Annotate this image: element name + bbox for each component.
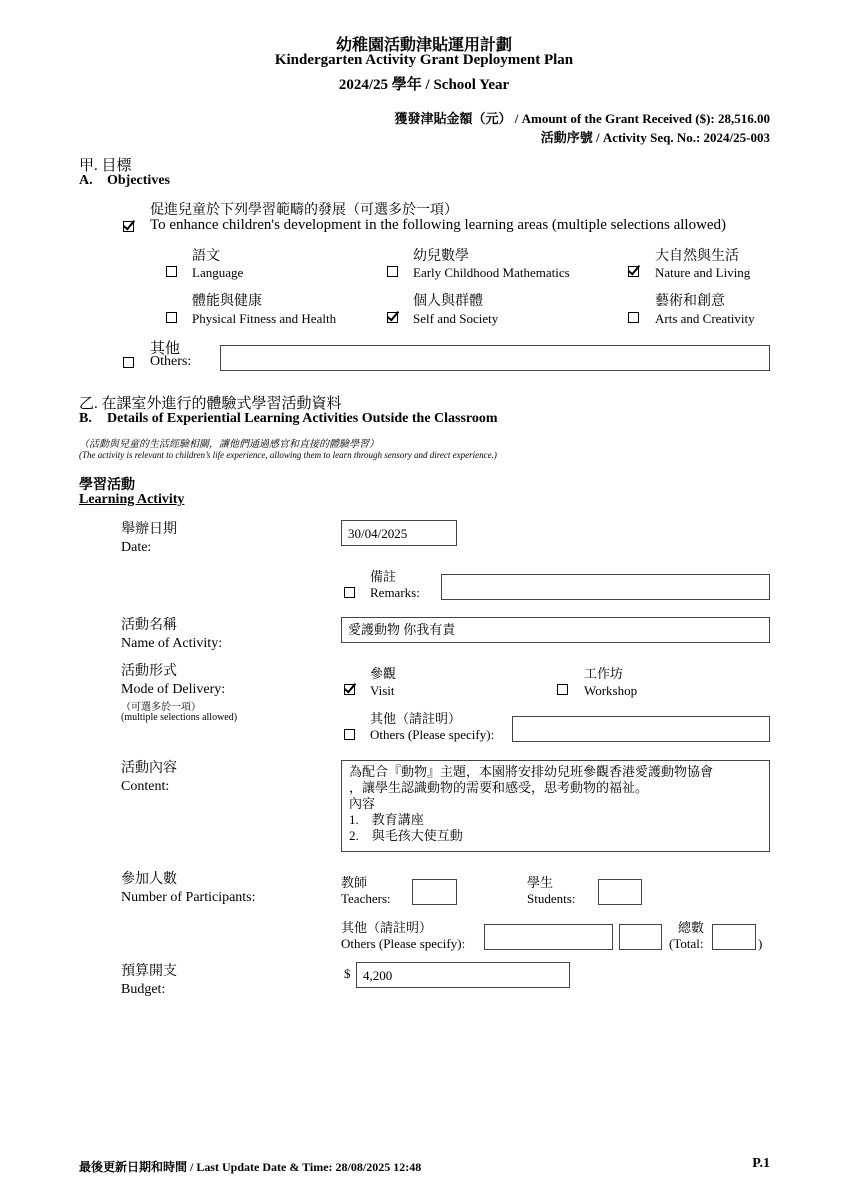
visit-zh: 參觀 (370, 666, 397, 681)
budget-label-en: Budget: (121, 982, 166, 997)
section-a-heading-zh: 甲. 目標 (79, 158, 132, 174)
section-b-note-en: (The activity is relevant to children’s life experience, allowing them to learn through sensory and direct experience.) (79, 450, 497, 460)
activity-name-input[interactable]: 愛護動物 你我有責 (341, 617, 770, 643)
mode-note-zh: （可選多於一項） (121, 702, 201, 713)
participants-label-en: Number of Participants: (121, 890, 256, 905)
area-math-checkbox[interactable] (387, 266, 398, 277)
p-others-count-input[interactable] (619, 924, 662, 950)
budget-input[interactable]: 4,200 (356, 962, 570, 988)
content-label-en: Content: (121, 779, 170, 794)
content-line: 2. 與毛孩大使互動 (349, 828, 463, 843)
area-language-zh: 語文 (192, 249, 220, 264)
title-zh: 幼稚園活動津貼運用計劃 (335, 37, 512, 54)
area-arts-zh: 藝術和創意 (655, 294, 725, 309)
mode-others-zh: 其他（請註明） (370, 711, 462, 726)
last-update: 最後更新日期和時間 / Last Update Date & Time: 28/08/2025 12:48 (79, 1160, 422, 1174)
area-nature-checkbox[interactable] (628, 266, 639, 277)
budget-label-zh: 預算開支 (121, 964, 177, 979)
mode-label-en: Mode of Delivery: (121, 682, 226, 697)
learning-activity-zh: 學習活動 (79, 478, 135, 493)
content-line: 1. 教育講座 (349, 812, 424, 827)
students-input[interactable] (598, 879, 642, 905)
area-arts-en: Arts and Creativity (655, 311, 755, 326)
content-label-zh: 活動內容 (121, 761, 177, 776)
area-physical-zh: 體能與健康 (192, 294, 262, 309)
content-line: 為配合『動物』主題，本園將安排幼兒班參觀香港愛護動物協會 (349, 764, 714, 779)
content-textarea[interactable] (341, 760, 770, 852)
activity-seq-no: 活動序號 / Activity Seq. No.: 2024/25-003 (540, 130, 770, 145)
name-label-en: Name of Activity: (121, 636, 223, 651)
budget-currency: $ (344, 966, 351, 981)
section-b-heading-en: Details of Experiential Learning Activities Outside the Classroom (107, 411, 498, 426)
area-arts-checkbox[interactable] (628, 312, 639, 323)
area-nature-en: Nature and Living (655, 265, 751, 280)
students-en: Students: (527, 891, 576, 906)
area-self-checkbox[interactable] (387, 312, 398, 323)
others-input[interactable] (220, 345, 770, 371)
total-input[interactable] (712, 924, 756, 950)
grant-amount: 獲發津貼金額（元） / Amount of the Grant Received ($): 28,516.00 (394, 111, 770, 126)
area-physical-en: Physical Fitness and Health (192, 311, 337, 326)
area-physical-checkbox[interactable] (166, 312, 177, 323)
name-label-zh: 活動名稱 (121, 618, 177, 633)
school-year: 2024/25 學年 / School Year (338, 77, 510, 93)
others-zh: 其他 (150, 341, 181, 357)
others-checkbox[interactable] (123, 357, 134, 368)
visit-checkbox[interactable] (344, 684, 355, 695)
section-a-letter: A. (79, 173, 93, 188)
section-b-letter: B. (79, 411, 92, 426)
mode-others-en: Others (Please specify): (370, 727, 495, 742)
section-b-heading-zh: 乙. 在課室外進行的體驗式學習活動資料 (79, 396, 342, 412)
section-b-note-zh: （活動與兒童的生活經驗相關，讓他們通過感官和直接的體驗學習） (79, 439, 379, 450)
total-zh: 總數 (678, 920, 705, 935)
students-zh: 學生 (527, 875, 554, 890)
area-self-zh: 個人與群體 (413, 294, 483, 309)
area-self-en: Self and Society (413, 311, 499, 326)
page-number: P.1 (752, 1156, 770, 1171)
workshop-checkbox[interactable] (557, 684, 568, 695)
enhance-label-en: To enhance children's development in the following learning areas (multiple selections allowed) (150, 217, 727, 233)
content-line: ，讓學生認識動物的需要和感受，思考動物的福祉。 (349, 780, 649, 795)
area-language-en: Language (192, 265, 244, 280)
area-language-checkbox[interactable] (166, 266, 177, 277)
date-label-zh: 舉辦日期 (121, 522, 177, 537)
others-en: Others: (150, 354, 192, 369)
remarks-checkbox[interactable] (344, 587, 355, 598)
enhance-label-zh: 促進兒童於下列學習範疇的發展（可選多於一項） (150, 203, 458, 218)
date-label-en: Date: (121, 540, 152, 555)
p-others-specify-input[interactable] (484, 924, 613, 950)
participants-label-zh: 參加人數 (121, 872, 177, 887)
visit-en: Visit (370, 683, 395, 698)
teachers-en: Teachers: (341, 891, 391, 906)
teachers-input[interactable] (412, 879, 457, 905)
mode-label-zh: 活動形式 (121, 664, 177, 679)
p-others-zh: 其他（請註明） (341, 920, 433, 935)
content-line: 內容 (349, 796, 376, 811)
enhance-checkbox[interactable] (123, 221, 134, 232)
mode-others-input[interactable] (512, 716, 770, 742)
area-math-en: Early Childhood Mathematics (413, 265, 570, 280)
area-nature-zh: 大自然與生活 (655, 249, 739, 264)
p-others-en: Others (Please specify): (341, 936, 466, 951)
workshop-zh: 工作坊 (584, 666, 624, 681)
area-math-zh: 幼兒數學 (413, 249, 469, 264)
workshop-en: Workshop (584, 683, 638, 698)
mode-others-checkbox[interactable] (344, 729, 355, 740)
mode-note-en: (multiple selections allowed) (121, 712, 238, 723)
total-close: ) (758, 936, 763, 951)
title-en: Kindergarten Activity Grant Deployment Plan (274, 52, 574, 68)
total-en: (Total: (669, 936, 704, 951)
date-input[interactable]: 30/04/2025 (341, 520, 457, 546)
remarks-zh: 備註 (370, 569, 397, 584)
section-a-heading-en: Objectives (107, 173, 170, 188)
teachers-zh: 教師 (341, 875, 368, 890)
learning-activity-en: Learning Activity (79, 492, 185, 507)
remarks-input[interactable] (441, 574, 770, 600)
remarks-en: Remarks: (370, 585, 420, 600)
